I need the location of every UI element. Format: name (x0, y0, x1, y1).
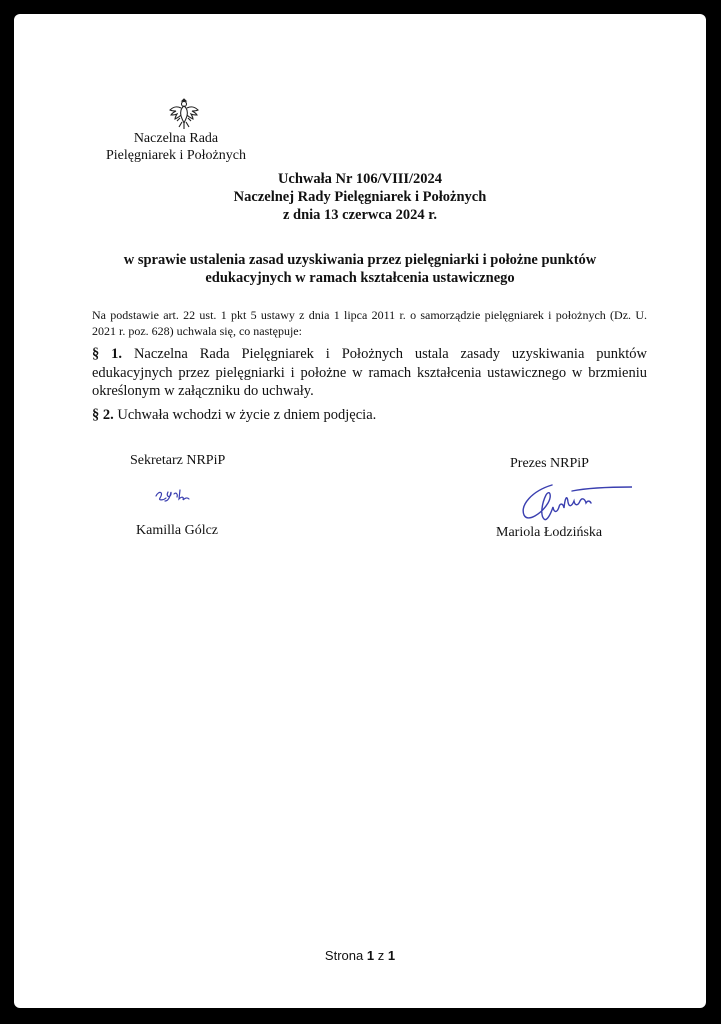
resolution-issuer: Naczelnej Rady Pielęgniarek i Położnych (233, 189, 487, 205)
legal-basis: Na podstawie art. 22 ust. 1 pkt 5 ustawy z dnia 1 lipca 2011 r. o samorządzie pielęgniarek i położnych (Dz. U. 2021 r. poz. 628) uchwala się, co następuje: (92, 308, 647, 338)
subject-line-2: edukacyjnych w ramach kształcenia ustawicznego (205, 270, 515, 286)
secretary-name: Kamilla Gólcz (136, 523, 219, 538)
page-total: 1 (387, 948, 396, 963)
resolution-heading (14, 170, 706, 224)
org-line-1: Naczelna Rada (133, 131, 219, 146)
page-footer (14, 948, 706, 963)
paragraph-number: § 1. (92, 346, 123, 362)
president-name: Mariola Łodzińska (496, 525, 603, 540)
president-signature (512, 479, 632, 523)
document-page (14, 14, 706, 1008)
resolution-subject (74, 251, 646, 287)
secretary-role: Sekretarz NRPiP (130, 453, 226, 468)
white-eagle-emblem-icon (168, 96, 200, 132)
secretary-signature (152, 484, 200, 506)
resolution-date: z dnia 13 czerwca 2024 r. (282, 207, 438, 223)
president-role: Prezes NRPiP (510, 456, 589, 471)
paragraph-text: Uchwała wchodzi w życie z dniem podjęcia. (117, 407, 377, 423)
paragraph-number: § 2. (92, 407, 114, 423)
organization-name (106, 130, 246, 164)
resolution-number: Uchwała Nr 106/VIII/2024 (277, 171, 443, 187)
paragraph-1 (92, 345, 647, 401)
subject-line-1: w sprawie ustalenia zasad uzyskiwania przez pielęgniarki i położne punktów (123, 252, 597, 268)
paragraph-text: Naczelna Rada Pielęgniarek i Położnych ustala zasady uzyskiwania punktów edukacyjnych przez pielęgniarki i położne w ramach kształcenia ustawicznego w brzmieniu określonym w załączniku do uchwały. (92, 346, 648, 399)
paragraph-2 (92, 406, 647, 425)
page-label: Strona (324, 948, 364, 963)
page-current: 1 (366, 948, 375, 963)
page-of: z (377, 948, 385, 963)
org-line-2: Pielęgniarek i Położnych (106, 148, 246, 163)
